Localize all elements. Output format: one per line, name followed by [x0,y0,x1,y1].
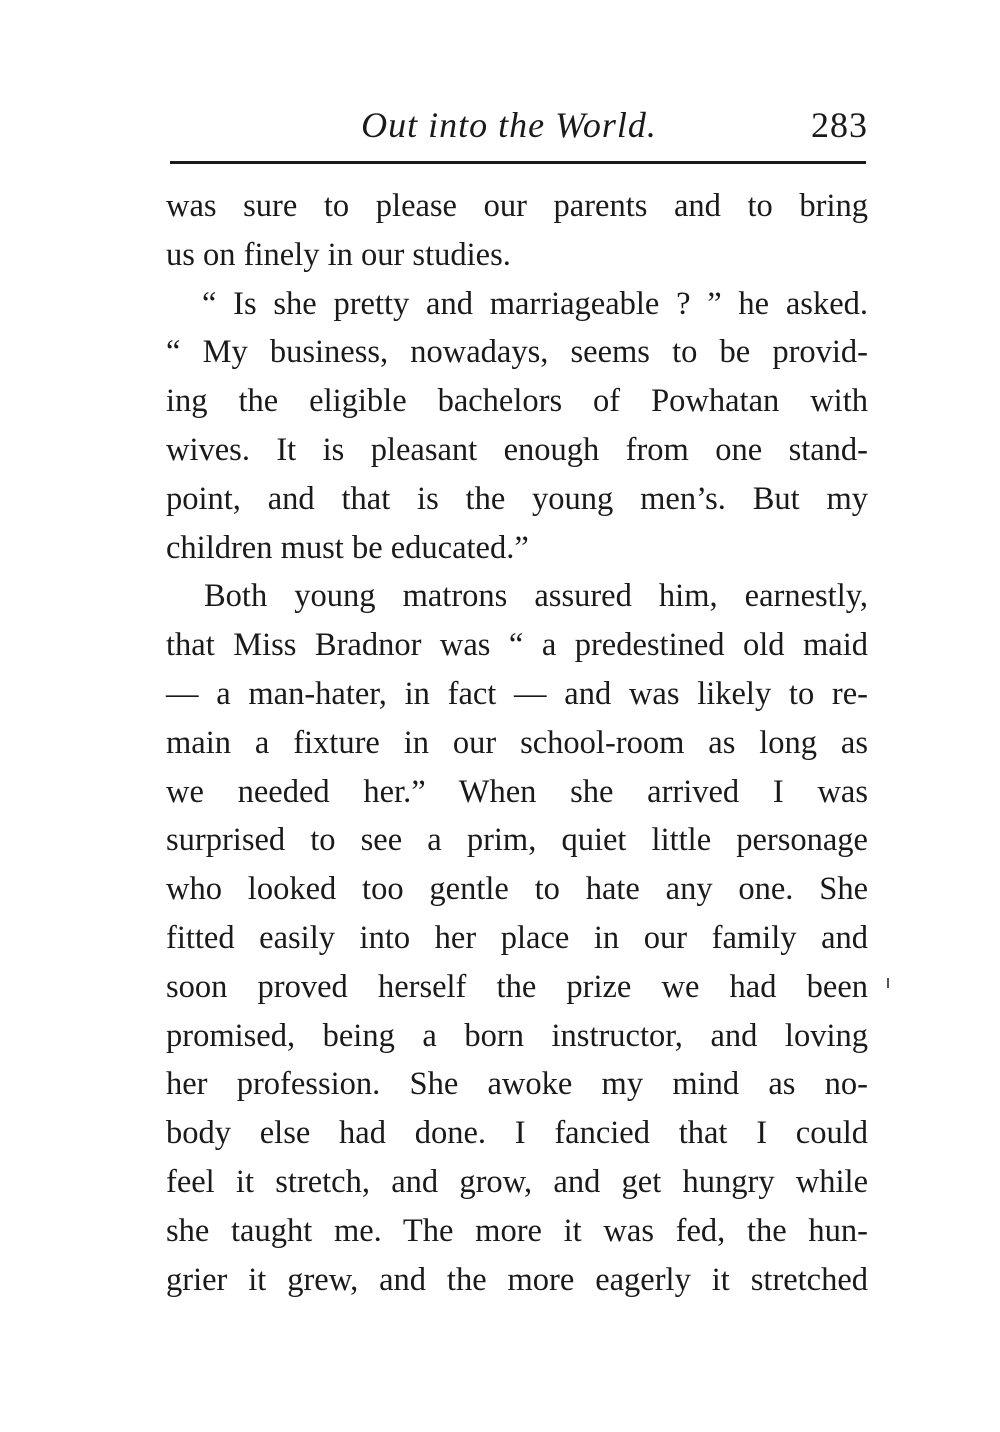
text-line: grier it grew, and the more eagerly it stretched [166,1261,868,1298]
text-line: children must be educated.” [166,529,529,566]
text-line: Both young matrons assured him, earnestly, [204,578,868,615]
text-line: her profession. She awoke my mind as no- [166,1066,868,1103]
text-line: feel it stretch, and grow, and get hungry while [166,1163,868,1200]
page-number: 283 [811,105,868,145]
text-line: body else had done. I fancied that I could [166,1115,868,1152]
running-title: Out into the World. [361,105,657,145]
text-line: she taught me. The more it was fed, the hun- [166,1212,868,1249]
text-line: that Miss Bradnor was “ a predestined old maid [166,627,868,664]
text-line: we needed her.” When she arrived I was [166,773,868,810]
body-text [166,182,868,1304]
text-line: us on finely in our studies. [166,236,511,273]
text-line: wives. It is pleasant enough from one stand- [166,431,868,468]
text-line: was sure to please our parents and to bring [166,188,868,224]
text-line: who looked too gentle to hate any one. She [166,871,868,908]
text-line: “ My business, nowadays, seems to be provid- [166,334,868,371]
text-line: main a fixture in our school-room as long as [166,724,868,761]
text-line: point, and that is the young men’s. But my [166,480,868,517]
header-rule [170,161,866,164]
text-line: fitted easily into her place in our family and [166,919,868,956]
print-speck [887,978,889,988]
text-line: — a man-hater, in fact — and was likely to re- [166,675,868,712]
text-line: soon proved herself the prize we had been [166,968,868,1005]
text-line: ing the eligible bachelors of Powhatan with [166,383,868,420]
running-head [168,100,868,150]
text-line: promised, being a born instructor, and loving [166,1017,868,1054]
text-line: surprised to see a prim, quiet little personage [166,822,868,859]
text-line: “ Is she pretty and marriageable ? ” he asked. [202,285,868,322]
